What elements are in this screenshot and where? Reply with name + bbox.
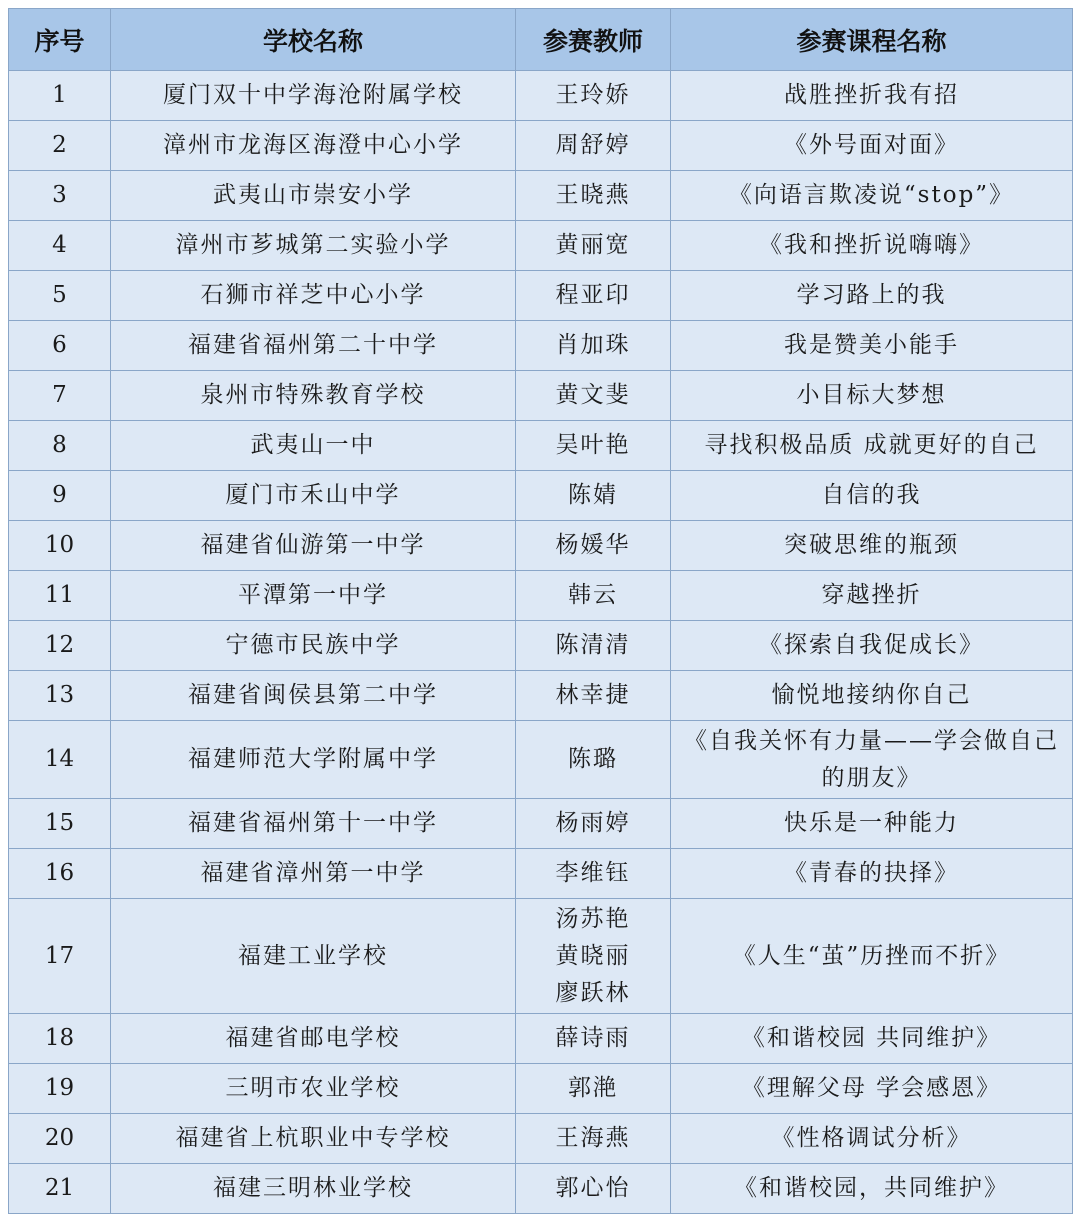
teacher-name: 陈清清 xyxy=(555,632,631,658)
teacher-name: 杨雨婷 xyxy=(555,810,631,836)
teacher-name: 王海燕 xyxy=(555,1125,631,1151)
teacher-names xyxy=(516,1064,671,1114)
school-name: 福建工业学校 xyxy=(111,899,516,1014)
table-row xyxy=(9,421,1073,471)
teacher-name: 林幸捷 xyxy=(555,682,631,708)
teacher-name: 韩云 xyxy=(568,582,618,608)
teacher-names xyxy=(516,71,671,121)
teacher-names xyxy=(516,1014,671,1064)
teacher-name: 陈璐 xyxy=(568,746,618,772)
header-teacher: 参赛教师 xyxy=(516,9,671,71)
school-name: 漳州市龙海区海澄中心小学 xyxy=(111,121,516,171)
table-row xyxy=(9,621,1073,671)
teacher-names xyxy=(516,571,671,621)
school-name: 福建师范大学附属中学 xyxy=(111,721,516,799)
school-name: 平潭第一中学 xyxy=(111,571,516,621)
row-number: 13 xyxy=(9,671,111,721)
teacher-name: 黄晓丽 xyxy=(555,942,631,969)
row-number: 4 xyxy=(9,221,111,271)
teacher-names xyxy=(516,421,671,471)
teacher-names xyxy=(516,321,671,371)
teacher-names xyxy=(516,171,671,221)
school-name: 福建省福州第二十中学 xyxy=(111,321,516,371)
table-row xyxy=(9,671,1073,721)
school-name: 福建省上杭职业中专学校 xyxy=(111,1114,516,1164)
row-number: 17 xyxy=(9,899,111,1014)
course-name: 我是赞美小能手 xyxy=(671,321,1073,371)
teacher-names xyxy=(516,721,671,799)
course-name: 小目标大梦想 xyxy=(671,371,1073,421)
course-name: 寻找积极品质 成就更好的自己 xyxy=(671,421,1073,471)
teacher-name: 肖加珠 xyxy=(555,332,631,358)
teacher-names xyxy=(516,471,671,521)
teacher-names xyxy=(516,799,671,849)
table-row xyxy=(9,221,1073,271)
header-row xyxy=(9,9,1073,71)
course-name: 愉悦地接纳你自己 xyxy=(671,671,1073,721)
row-number: 19 xyxy=(9,1064,111,1114)
school-name: 泉州市特殊教育学校 xyxy=(111,371,516,421)
teacher-name: 李维钰 xyxy=(555,860,631,886)
table-row xyxy=(9,571,1073,621)
row-number: 14 xyxy=(9,721,111,799)
teacher-name: 黄丽宽 xyxy=(555,232,631,258)
school-name: 福建省邮电学校 xyxy=(111,1014,516,1064)
teacher-names xyxy=(516,121,671,171)
teacher-names xyxy=(516,671,671,721)
table-row xyxy=(9,521,1073,571)
row-number: 8 xyxy=(9,421,111,471)
teacher-course-table xyxy=(8,8,1073,1214)
teacher-name: 王玲娇 xyxy=(555,82,631,108)
school-name: 福建省仙游第一中学 xyxy=(111,521,516,571)
school-name: 三明市农业学校 xyxy=(111,1064,516,1114)
table-row xyxy=(9,899,1073,1014)
row-number: 10 xyxy=(9,521,111,571)
course-name: 《人生“茧”历挫而不折》 xyxy=(671,899,1073,1014)
header-school: 学校名称 xyxy=(111,9,516,71)
teacher-name: 廖跃林 xyxy=(555,979,631,1006)
row-number: 2 xyxy=(9,121,111,171)
teacher-name: 陈婧 xyxy=(568,482,618,508)
teacher-name: 吴叶艳 xyxy=(555,432,631,458)
teacher-names xyxy=(516,849,671,899)
course-name: 《性格调试分析》 xyxy=(671,1114,1073,1164)
teacher-name: 黄文斐 xyxy=(555,382,631,408)
course-name: 《和谐校园 共同维护》 xyxy=(671,1014,1073,1064)
course-name: 自信的我 xyxy=(671,471,1073,521)
teacher-names xyxy=(516,371,671,421)
course-name: 《探索自我促成长》 xyxy=(671,621,1073,671)
row-number: 9 xyxy=(9,471,111,521)
table-row xyxy=(9,121,1073,171)
course-name: 《理解父母 学会感恩》 xyxy=(671,1064,1073,1114)
row-number: 20 xyxy=(9,1114,111,1164)
teacher-names xyxy=(516,899,671,1014)
header-course: 参赛课程名称 xyxy=(671,9,1073,71)
row-number: 5 xyxy=(9,271,111,321)
header-number: 序号 xyxy=(9,9,111,71)
teacher-names xyxy=(516,221,671,271)
table-row xyxy=(9,721,1073,799)
course-name: 《向语言欺凌说“stop”》 xyxy=(671,171,1073,221)
row-number: 11 xyxy=(9,571,111,621)
table-row xyxy=(9,171,1073,221)
row-number: 3 xyxy=(9,171,111,221)
course-name: 《我和挫折说嗨嗨》 xyxy=(671,221,1073,271)
row-number: 1 xyxy=(9,71,111,121)
table-row xyxy=(9,371,1073,421)
course-name: 《和谐校园，共同维护》 xyxy=(671,1164,1073,1214)
table-row xyxy=(9,1164,1073,1214)
school-name: 武夷山市崇安小学 xyxy=(111,171,516,221)
table-row xyxy=(9,471,1073,521)
row-number: 6 xyxy=(9,321,111,371)
table-row xyxy=(9,321,1073,371)
teacher-name: 郭心怡 xyxy=(555,1175,631,1201)
school-name: 漳州市芗城第二实验小学 xyxy=(111,221,516,271)
course-name: 穿越挫折 xyxy=(671,571,1073,621)
teacher-name: 王晓燕 xyxy=(555,182,631,208)
teacher-names xyxy=(516,521,671,571)
teacher-name: 杨媛华 xyxy=(555,532,631,558)
table-row xyxy=(9,799,1073,849)
teacher-names xyxy=(516,621,671,671)
teacher-name: 周舒婷 xyxy=(555,132,631,158)
course-name: 突破思维的瓶颈 xyxy=(671,521,1073,571)
table-row xyxy=(9,1064,1073,1114)
table-row xyxy=(9,1114,1073,1164)
table-row xyxy=(9,849,1073,899)
school-name: 宁德市民族中学 xyxy=(111,621,516,671)
row-number: 16 xyxy=(9,849,111,899)
school-name: 福建省漳州第一中学 xyxy=(111,849,516,899)
teacher-name: 薛诗雨 xyxy=(555,1025,631,1051)
course-name: 战胜挫折我有招 xyxy=(671,71,1073,121)
teacher-name: 程亚印 xyxy=(555,282,631,308)
row-number: 12 xyxy=(9,621,111,671)
course-name: 学习路上的我 xyxy=(671,271,1073,321)
teacher-name: 汤苏艳 xyxy=(555,905,631,932)
teacher-names xyxy=(516,1114,671,1164)
table-row xyxy=(9,71,1073,121)
row-number: 15 xyxy=(9,799,111,849)
row-number: 18 xyxy=(9,1014,111,1064)
course-name: 《外号面对面》 xyxy=(671,121,1073,171)
school-name: 厦门市禾山中学 xyxy=(111,471,516,521)
teacher-names xyxy=(516,271,671,321)
row-number: 7 xyxy=(9,371,111,421)
school-name: 石狮市祥芝中心小学 xyxy=(111,271,516,321)
course-name: 《自我关怀有力量——学会做自己的朋友》 xyxy=(671,721,1073,799)
course-name: 快乐是一种能力 xyxy=(671,799,1073,849)
school-name: 福建省闽侯县第二中学 xyxy=(111,671,516,721)
school-name: 福建省福州第十一中学 xyxy=(111,799,516,849)
teacher-names xyxy=(516,1164,671,1214)
teacher-name: 郭滟 xyxy=(568,1075,618,1101)
school-name: 厦门双十中学海沧附属学校 xyxy=(111,71,516,121)
row-number: 21 xyxy=(9,1164,111,1214)
table-row xyxy=(9,1014,1073,1064)
school-name: 武夷山一中 xyxy=(111,421,516,471)
table-row xyxy=(9,271,1073,321)
school-name: 福建三明林业学校 xyxy=(111,1164,516,1214)
course-name: 《青春的抉择》 xyxy=(671,849,1073,899)
